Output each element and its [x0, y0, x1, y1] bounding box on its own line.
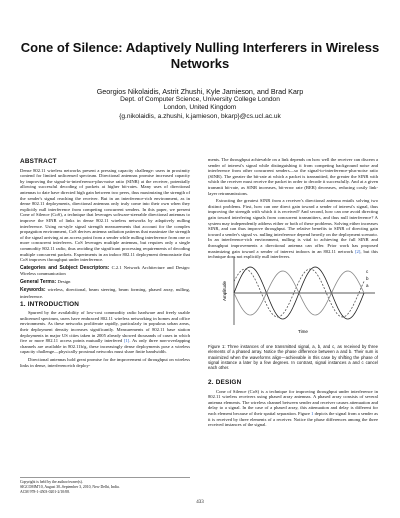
keywords-line	[20, 287, 190, 299]
design-paragraph	[208, 389, 378, 428]
design-section	[208, 378, 378, 430]
design-heading: 2. DESIGN	[208, 379, 242, 386]
copyright-line-1: Copyright is held by the author/owner(s).	[20, 480, 83, 484]
intro-text-1: Spurred by the availability of low-cost commodity radio hardware and freely usable unlicensed spectrum, users have embraced 802.11 wireless networking in homes and office environments. As these networks proliferate rapidly, particularly in populous urban areas, their deployment density increases significantly. Measurements of 802.11 base station deployments in major US cities taken in 2005 already showed thousands of cases in which five or more 802.11 access points mutually interfered	[20, 310, 190, 344]
abstract-text: Dense 802.11 wireless networks present a pressing capacity challenge: users in proximity contend for limited unlicensed spectrum. Directional antennas promise increased capacity by improving the signal-to-interference-plus-noise ratio (SINR) at the receiver, potentially allowing successful decoding of packets at higher bit-rates. Many uses of directional antennas to date have directed high gain between two peers, thus maximizing the strength of the sender's signal reaching the receiver. But in an interference-rich environment, as in dense 802.11 deployments, directional antennas only truly come into their own when they explicitly null interference from competing concurrent senders. In this paper, we present Cone of Silence (CoS), a technique that leverages software-steerable directional antennas to improve the SINR of links in dense 802.11 wireless networks by adaptively nulling interference. Using ns-style signal strength measurements that account for the complex propagation environment, CoS derives antenna radiation patterns that maximize the strength of the signal arriving at an access point from a sender while nulling interference from one or more concurrent interferers. CoS leverages multiple antennas, but requires only a single commodity 802.11 radio, thus avoiding the significant processing requirements of decoding multiple concurrent packets. Experiments in an indoor 802.11 deployment demonstrate that CoS improves throughput under interference.	[20, 167, 190, 263]
waveform-plot	[220, 253, 380, 335]
right-text-2: Extracting the greatest SINR from a receiver's directional antenna entails solving two distinct problems. First, how can one direct gain toward a sender of interest's signal, thus improving the strength with which it is received? And second, how can one avoid directing gain toward interfering signals from concurrent transmitters, and thus null interference? A system may independently address either or both of these problems. Solving either increases SINR, and can thus improve throughput. The relative benefits to SINR of directing gain toward a sender's signal vs. nulling interference depend heavily on the deployment scenario. In an interference-rich environment, nulling is vital to achieving the full SINR and throughput improvements a directional antenna can offer. Prior work has proposed maximizing gain toward a sender of interest indoors in an 802.11 network	[208, 198, 378, 254]
author-block	[20, 88, 380, 121]
citation-link[interactable]: [2]	[355, 248, 361, 254]
y-axis-label: Amplitude	[222, 280, 227, 301]
intro-text-2: . As only three non-overlapping channels are available in 802.11b/g, these increasingly dense deployments pose a wireless capacity challenge—physically proximal networks must share finite bandwidth.	[20, 338, 190, 355]
figure-reference-link[interactable]: 1	[311, 410, 314, 416]
author-emails: {g.nikolaidis, a.zhushi, k.jamieson, bkarp}@cs.ucl.ac.uk	[119, 112, 281, 120]
design-text-2: depicts the signal from a sender as it is received by three elements of a receiver. Notice the phase differences among the three received instances of the signal.	[208, 410, 379, 428]
signal-c-label: c	[366, 269, 369, 274]
right-text-3: , but this technique does not explicitly null interferers.	[208, 248, 378, 260]
general-terms-text: Design	[57, 278, 71, 284]
general-terms-line	[20, 279, 190, 286]
author-names: Georgios Nikolaidis, Astrit Zhushi, Kyle Jamieson, and Brad Karp	[96, 87, 304, 96]
design-text-1: Cone of Silence (CoS) is a technique for improving throughput under interference in 802.11 wireless receivers using phased array antennas. A phased array consists of several antenna elements. The wireless channel between sender and receiver causes attenuation and delay to a signal. In the case of a phased array, this attenuation and delay is different for each element because of their spatial separation. Figure	[208, 388, 378, 416]
keywords-label: Keywords:	[20, 287, 46, 294]
right-column	[208, 157, 378, 262]
left-column	[20, 157, 190, 370]
introduction-heading: 1. INTRODUCTION	[20, 300, 80, 308]
copyright-line-3: ACM 978-1-4503-0201-2/10/08.	[20, 489, 70, 494]
introduction-paragraph-2: Directional antennas hold great promise for the improvement of throughput on wireless links in dense, interferenceich deploy-	[20, 357, 190, 368]
author-department: Dept. of Computer Science, University College London	[120, 96, 280, 104]
page-number: 433	[196, 500, 204, 505]
signal-b-label: b	[366, 276, 369, 281]
author-city: London, United Kingdom	[163, 104, 237, 112]
citation-link[interactable]: [1]	[123, 338, 130, 344]
copyright-line-2: SIGCOMM'10, August 30–September 3, 2010, New Delhi, India.	[20, 484, 120, 489]
signal-a-label: a	[366, 283, 369, 288]
general-terms-label: General Terms:	[20, 278, 57, 285]
paper-title: Cone of Silence: Adaptively Nulling Interferers in Wireless Networks	[20, 40, 380, 71]
keywords-text: wireless, directional, beam steering, beam forming, phased array, nulling, interference.	[20, 287, 190, 300]
categories-text: C.2.1 Network Architecture and Design: Wireless communication	[20, 264, 190, 277]
copyright-notice	[20, 477, 190, 494]
figure-1	[220, 253, 380, 335]
categories-line	[20, 265, 190, 277]
introduction-paragraph-1	[20, 310, 190, 355]
right-paragraph-2	[208, 198, 378, 260]
figure-1-caption: Figure 1: Three instances of one transmitted signal, a, b, and c, as received by three elements of a phased array. Notice the phase difference between a and b. Their sum is maximized when the waveforms align—achievable in this case by shifting the phase of signal instance a later by a few degrees. In contrast, signal instances a and c cancel each other.	[208, 344, 378, 371]
categories-label: Categories and Subject Descriptors:	[20, 264, 110, 271]
x-axis-label: Time	[298, 329, 308, 334]
right-paragraph-1: ments. The throughput achievable on a link depends on how well the receiver can discern a sender of interest's signal while distinguishing it from competing background noise and interference from other concurrent senders—so the signal-to-interference-plus-noise ratio (SINR). The greater the bit-rate at which a packet is transmitted, the greater the SINR with which the receiver must receive the packet in order to decode it successfully. And at a given transmit bit-rate, as SINR increases, bit-error rate (BER) decreases, reducing costly link-layer retransmissions.	[208, 157, 378, 196]
abstract-heading: ABSTRACT	[20, 158, 57, 165]
